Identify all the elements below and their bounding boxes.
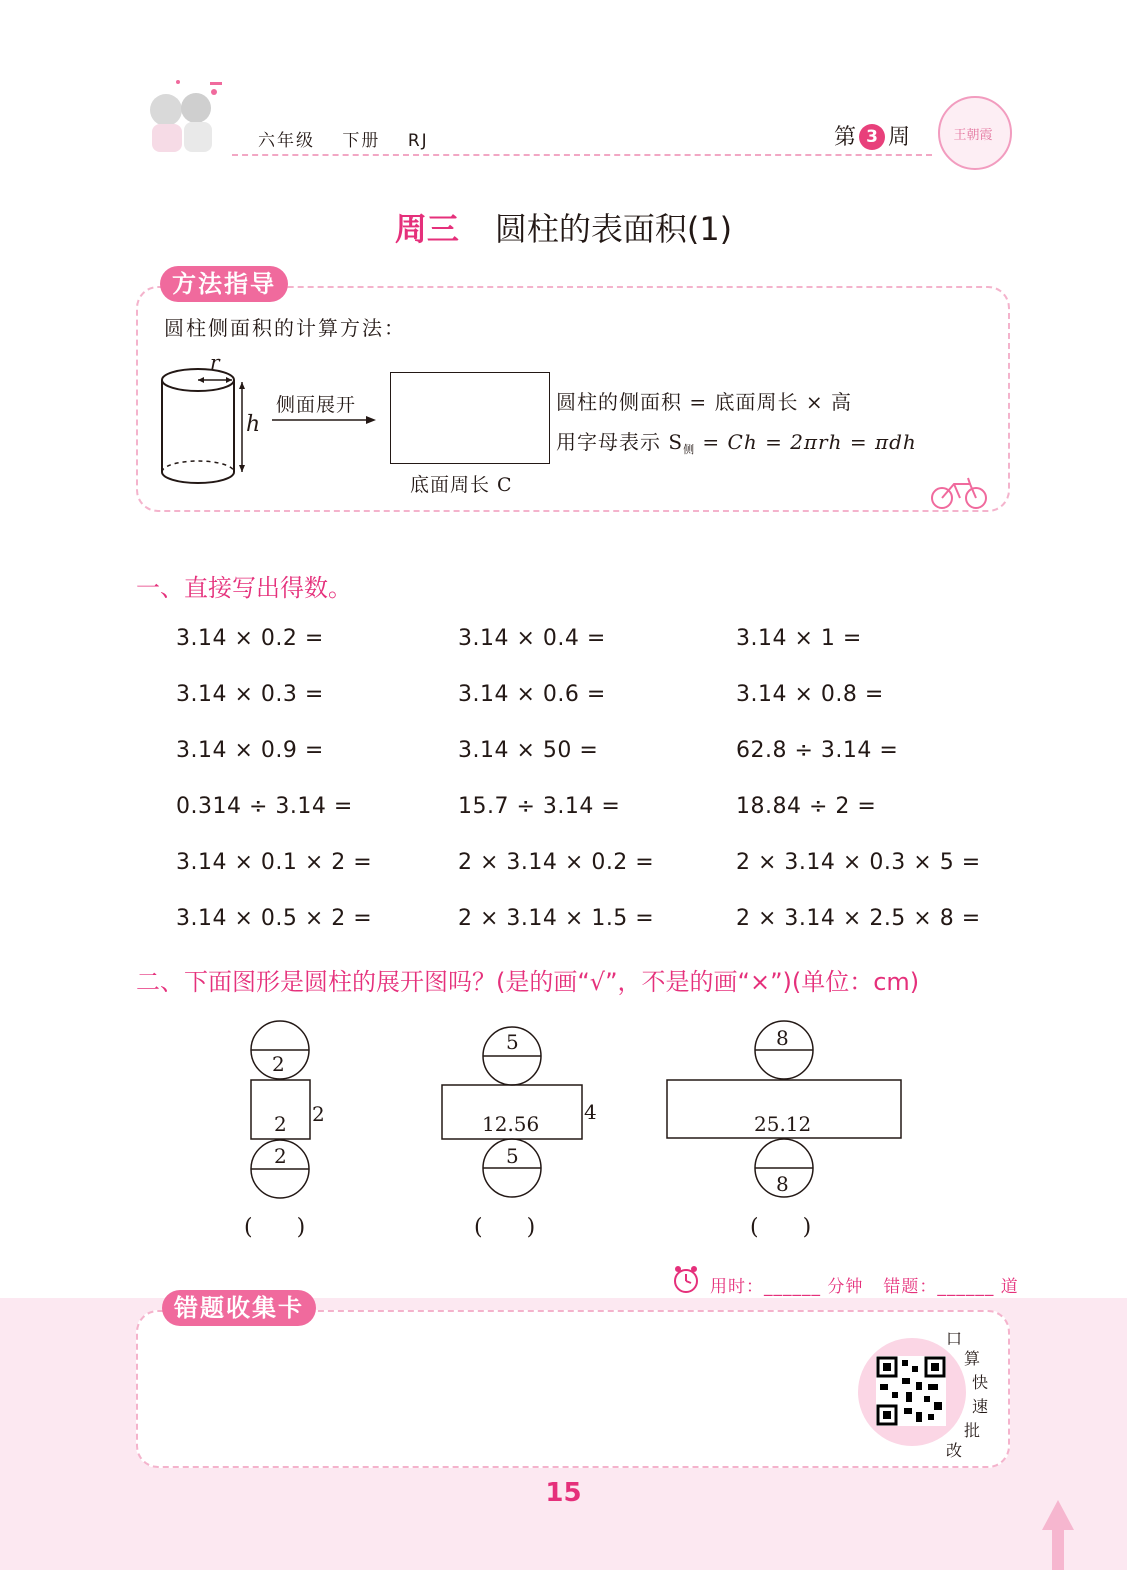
qr-text-5: 批 — [964, 1421, 981, 1440]
fig1-bottom-label: 2 — [274, 1144, 287, 1168]
calc-r5c1: 2 × 3.14 × 1.5 = — [458, 906, 655, 931]
fig2-bottom-label: 5 — [506, 1144, 519, 1168]
header-dashed-line — [232, 154, 932, 156]
qr-text-3: 快 — [972, 1373, 989, 1392]
fig3-rect-label: 25.12 — [754, 1112, 812, 1136]
calc-r0c2: 3.14 × 1 = — [736, 626, 862, 651]
title-day: 周三 — [394, 210, 459, 248]
qr-text-2: 算 — [964, 1349, 981, 1368]
page-title — [0, 204, 1127, 250]
calc-r4c2: 2 × 3.14 × 0.3 × 5 = — [736, 850, 981, 875]
fig2-top-label: 5 — [506, 1030, 519, 1054]
calc-r2c2: 62.8 ÷ 3.14 = — [736, 738, 899, 763]
fig2-side-label: 4 — [584, 1100, 597, 1124]
calc-r1c1: 3.14 × 0.6 = — [458, 682, 606, 707]
volume-label: 下册 — [342, 131, 381, 151]
grade-label: 六年级 — [258, 131, 315, 151]
cartoon-kids-icon — [138, 76, 234, 160]
qr-text-1: 口 — [946, 1329, 963, 1348]
cylinder-diagram — [150, 352, 390, 492]
alarm-clock-icon — [672, 1264, 700, 1294]
fig1-rect-label: 2 — [274, 1112, 287, 1136]
fig3-bottom-label: 8 — [776, 1172, 789, 1196]
base-perimeter-label: 底面周长 C — [410, 474, 513, 496]
expand-label: 侧面展开 — [276, 394, 357, 416]
formula-line-1: 圆柱的侧面积 = 底面周长 × 高 — [556, 390, 852, 414]
page-number: 15 — [545, 1478, 582, 1508]
grade-info — [258, 126, 449, 151]
calc-r2c1: 3.14 × 50 = — [458, 738, 599, 763]
brand-seal-text: 王朝霞 — [953, 128, 993, 143]
fig1-answer[interactable]: ( ) — [244, 1215, 306, 1240]
time-used-label: 用时：______ 分钟 — [710, 1277, 864, 1297]
fig2-answer[interactable]: ( ) — [474, 1215, 536, 1240]
fig1-side-label: 2 — [312, 1102, 325, 1126]
calc-r2c0: 3.14 × 0.9 = — [176, 738, 324, 763]
formula-line-2 — [556, 426, 917, 457]
time-tracker — [710, 1272, 1039, 1297]
label-h: h — [246, 412, 261, 437]
week-prefix: 第 — [834, 125, 857, 150]
method-heading: 圆柱侧面积的计算方法： — [164, 316, 406, 340]
arrow-decoration-icon — [1040, 1500, 1076, 1570]
calc-r3c2: 18.84 ÷ 2 = — [736, 794, 877, 819]
title-topic: 圆柱的表面积(1) — [494, 210, 733, 248]
week-number-badge: 3 — [859, 124, 885, 150]
unrolled-rectangle — [390, 372, 550, 464]
calc-r5c0: 3.14 × 0.5 × 2 = — [176, 906, 373, 931]
fig2-rect-label: 12.56 — [482, 1112, 540, 1136]
fig1-top-label: 2 — [272, 1052, 285, 1076]
section-1-heading: 一、直接写出得数。 — [136, 574, 352, 602]
qr-text-6: 改 — [946, 1441, 963, 1460]
calc-r0c1: 3.14 × 0.4 = — [458, 626, 606, 651]
week-indicator — [834, 120, 910, 151]
calc-r0c0: 3.14 × 0.2 = — [176, 626, 324, 651]
calc-r3c1: 15.7 ÷ 3.14 = — [458, 794, 621, 819]
section-2-heading: 二、下面图形是圆柱的展开图吗？(是的画“√”，不是的画“×”)(单位：cm) — [136, 968, 920, 996]
method-guide-tag: 方法指导 — [160, 266, 288, 302]
qr-text-4: 速 — [972, 1397, 989, 1416]
formula-rest: = Ch = 2πrh = πdh — [695, 430, 917, 454]
calc-r1c2: 3.14 × 0.8 = — [736, 682, 884, 707]
error-card-tag: 错题收集卡 — [162, 1290, 316, 1326]
label-r: r — [210, 350, 220, 374]
calc-r1c0: 3.14 × 0.3 = — [176, 682, 324, 707]
calc-r4c0: 3.14 × 0.1 × 2 = — [176, 850, 373, 875]
week-suffix: 周 — [888, 125, 911, 150]
fig3-top-label: 8 — [776, 1026, 789, 1050]
formula-sub: 侧 — [683, 443, 696, 456]
qr-code-icon[interactable] — [876, 1356, 946, 1426]
formula-prefix: 用字母表示 S — [556, 430, 684, 454]
calc-r3c0: 0.314 ÷ 3.14 = — [176, 794, 353, 819]
calc-r4c1: 2 × 3.14 × 0.2 = — [458, 850, 655, 875]
edition-label: RJ — [407, 131, 429, 151]
bicycle-icon — [930, 474, 990, 510]
fig3-answer[interactable]: ( ) — [750, 1215, 812, 1240]
error-count-label: 错题：______ 道 — [883, 1277, 1019, 1297]
calc-r5c2: 2 × 3.14 × 2.5 × 8 = — [736, 906, 981, 931]
